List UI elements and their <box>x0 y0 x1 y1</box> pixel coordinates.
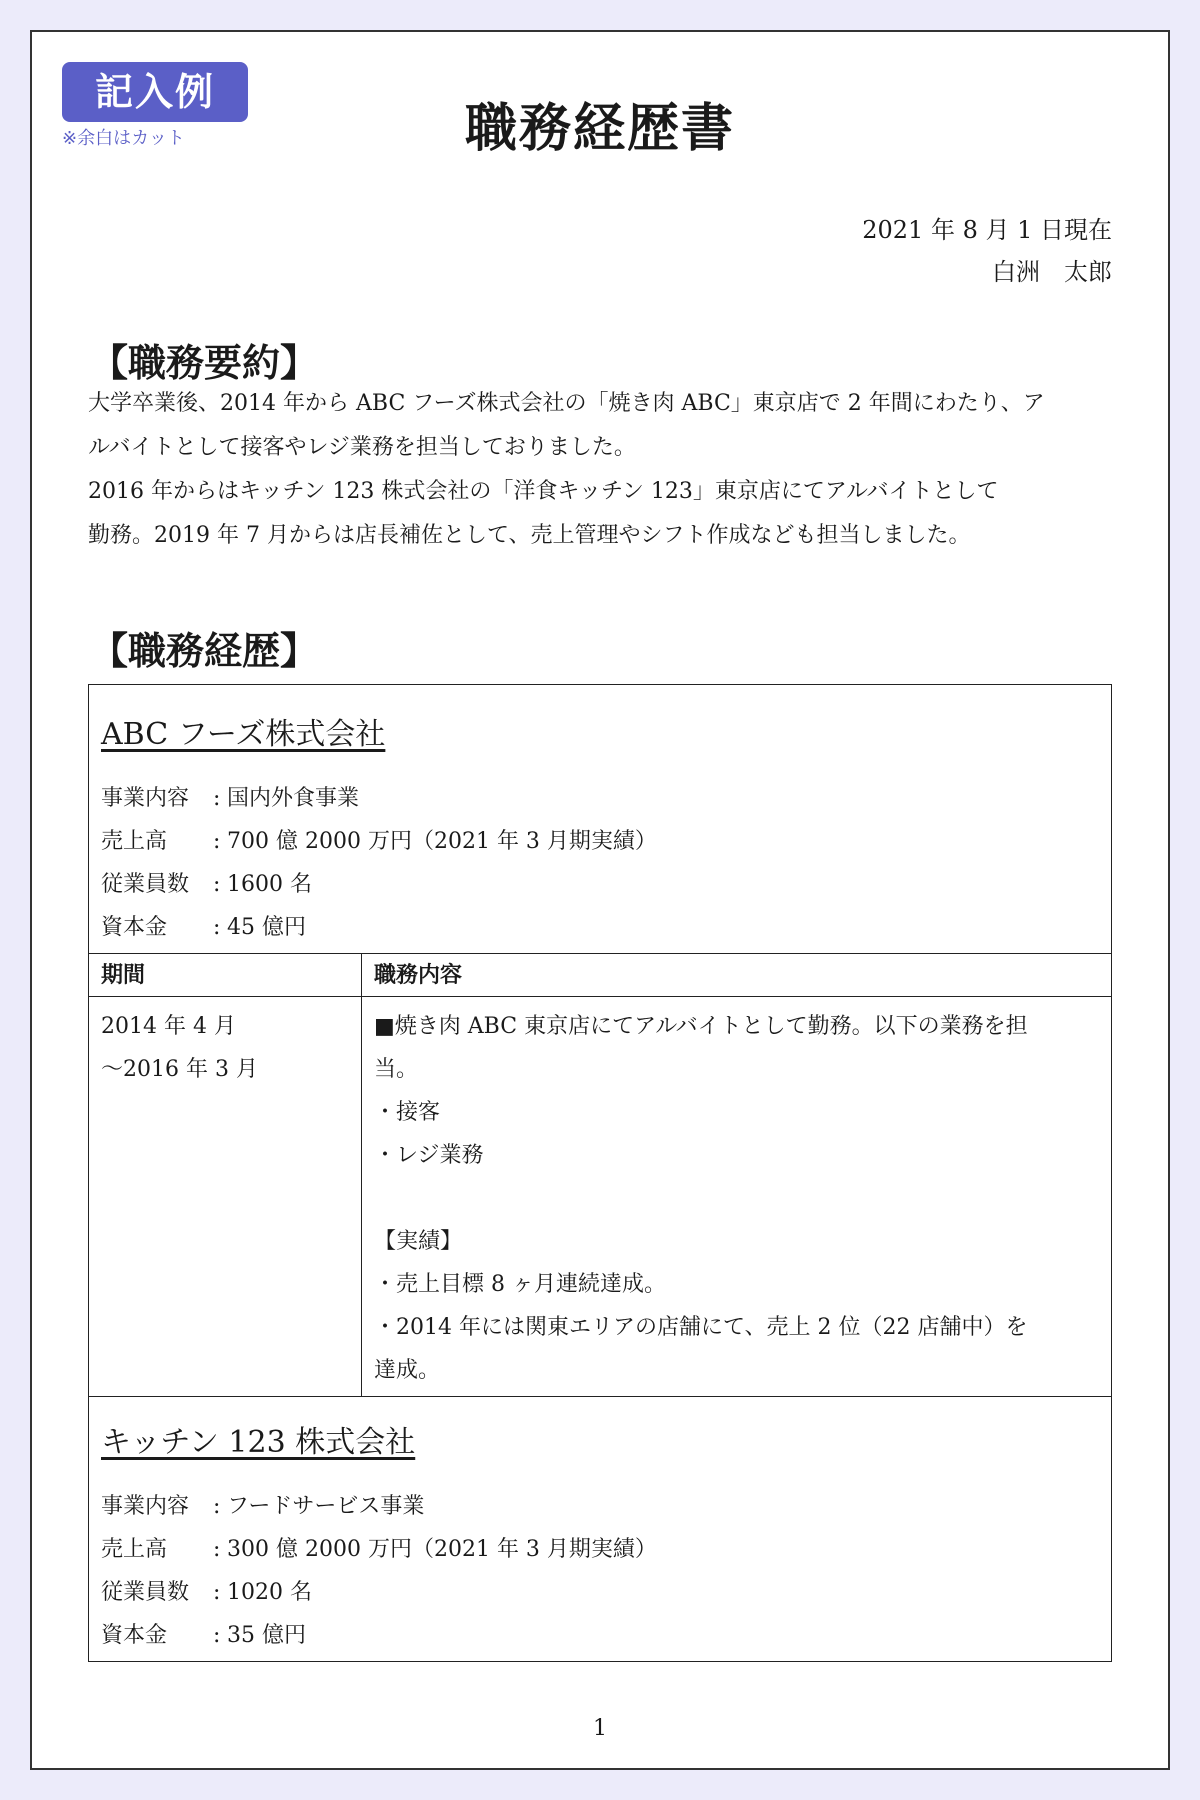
summary-line: 2016 年からはキッチン 123 株式会社の「洋食キッチン 123」東京店にてアルバイトとして <box>88 479 999 504</box>
info-value: フードサービス事業 <box>227 1494 425 1519</box>
company-info-row: 売上高 : 700 億 2000 万円（2021 年 3 月期実績） <box>101 820 1099 863</box>
history-heading: 【職務経歴】 <box>90 628 319 673</box>
summary-line: 大学卒業後、2014 年から ABC フーズ株式会社の「焼き肉 ABC」東京店で 2 年間にわたり、ア <box>88 391 1045 416</box>
info-value: 1600 名 <box>227 872 312 897</box>
info-value: 1020 名 <box>227 1580 312 1605</box>
company-info-row: 資本金 : 45 億円 <box>101 906 1099 949</box>
company-block <box>89 1396 1111 1661</box>
summary-line: ルバイトとして接客やレジ業務を担当しておりました。 <box>88 435 636 460</box>
company-info-row: 事業内容 : フードサービス事業 <box>101 1485 1099 1528</box>
period-end: ～2016 年 3 月 <box>101 1057 258 1082</box>
company-info-row: 売上高 : 300 億 2000 万円（2021 年 3 月期実績） <box>101 1528 1099 1571</box>
table-header-row <box>89 954 1111 997</box>
info-value: 45 億円 <box>227 915 306 940</box>
period-column-header: 期間 <box>89 954 362 997</box>
document-title: 職務経歴書 <box>464 98 735 159</box>
badge-note: ※余白はカット <box>62 128 185 149</box>
document-date: 2021 年 8 月 1 日現在 <box>862 216 1112 244</box>
duty-line: ・レジ業務 <box>374 1143 484 1168</box>
duty-line: 当。 <box>374 1057 419 1082</box>
period-cell <box>89 997 362 1397</box>
table-row <box>89 997 1111 1397</box>
info-value: 35 億円 <box>227 1623 306 1648</box>
company-info-row: 資本金 : 35 億円 <box>101 1614 1099 1657</box>
example-badge: 記入例 <box>62 62 248 122</box>
duty-line: 【実績】 <box>374 1229 463 1254</box>
duty-line: ・接客 <box>374 1100 441 1125</box>
period-start: 2014 年 4 月 <box>101 1014 236 1039</box>
company-info-row: 事業内容 : 国内外食事業 <box>101 777 1099 820</box>
company-name: キッチン 123 株式会社 <box>101 1425 416 1460</box>
info-label: 従業員数 <box>101 1580 190 1605</box>
info-label: 資本金 <box>101 1623 168 1648</box>
summary-line: 勤務。2019 年 7 月からは店長補佐として、売上管理やシフト作成なども担当しました。 <box>88 523 971 548</box>
info-label: 従業員数 <box>101 872 190 897</box>
summary-text <box>88 382 1112 558</box>
info-value: 国内外食事業 <box>227 786 360 811</box>
info-value: 700 億 2000 万円（2021 年 3 月期実績） <box>227 829 657 854</box>
info-label: 資本金 <box>101 915 168 940</box>
duty-line: 達成。 <box>374 1358 441 1383</box>
duty-cell <box>362 997 1112 1397</box>
duty-line: ■焼き肉 ABC 東京店にてアルバイトとして勤務。以下の業務を担 <box>374 1014 1028 1039</box>
duty-table <box>89 953 1111 1396</box>
info-label: 事業内容 <box>101 786 190 811</box>
info-label: 売上高 <box>101 829 168 854</box>
company-block <box>89 685 1111 953</box>
company-info-row: 従業員数 : 1600 名 <box>101 863 1099 906</box>
page-number: 1 <box>593 1716 607 1741</box>
summary-heading: 【職務要約】 <box>90 340 319 385</box>
company-name: ABC フーズ株式会社 <box>101 717 386 752</box>
info-label: 事業内容 <box>101 1494 190 1519</box>
resume-sheet <box>30 30 1170 1770</box>
duty-line <box>374 1177 1099 1220</box>
info-label: 売上高 <box>101 1537 168 1562</box>
applicant-name: 白洲 太郎 <box>992 258 1112 286</box>
career-history-box <box>88 684 1112 1662</box>
company-info-row: 従業員数 : 1020 名 <box>101 1571 1099 1614</box>
duty-line: ・2014 年には関東エリアの店舗にて、売上 2 位（22 店舗中）を <box>374 1315 1028 1340</box>
duty-line: ・売上目標 8 ヶ月連続達成。 <box>374 1272 666 1297</box>
info-value: 300 億 2000 万円（2021 年 3 月期実績） <box>227 1537 657 1562</box>
duty-column-header: 職務内容 <box>362 954 1112 997</box>
